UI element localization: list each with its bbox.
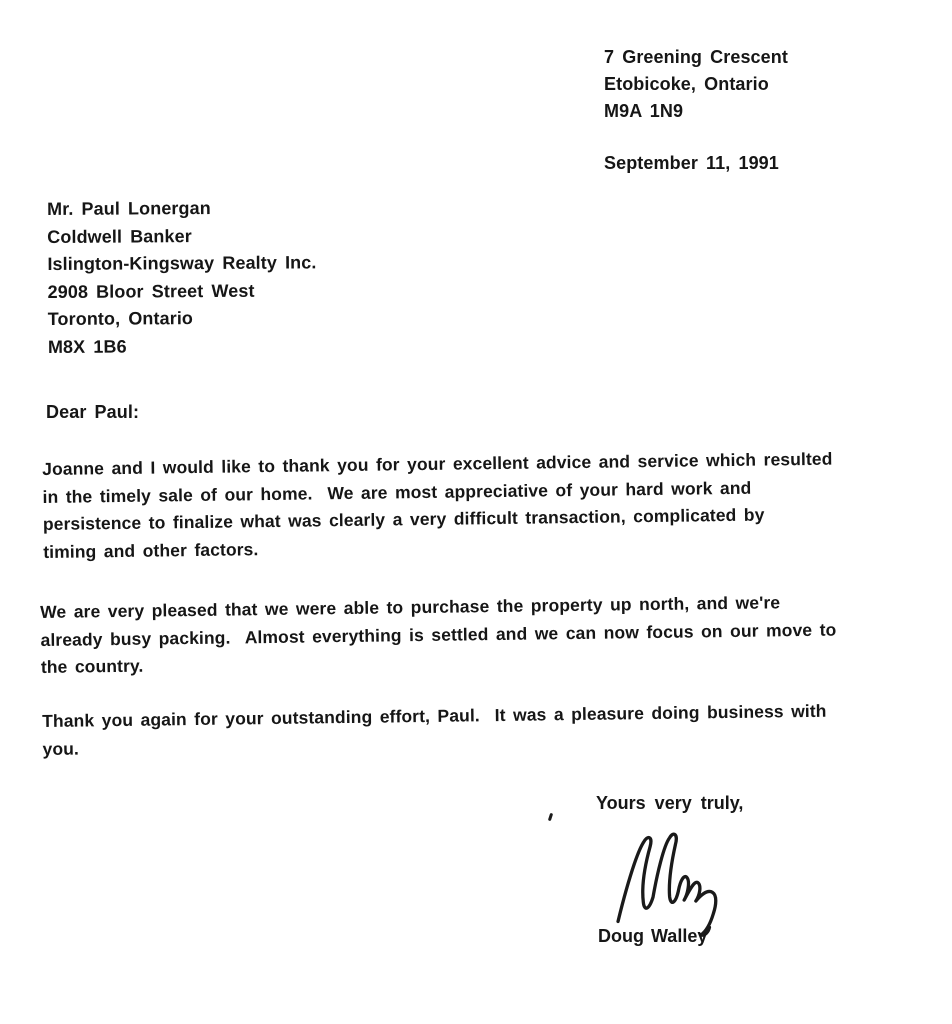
signature-name-text: Doug Walley	[598, 926, 708, 946]
recipient-line: 2908 Bloor Street West	[47, 280, 255, 302]
recipient-line: Toronto, Ontario	[47, 308, 194, 329]
sender-address-line: 7 Greening Crescent	[604, 47, 788, 67]
body-line: you.	[42, 738, 80, 759]
recipient-line: Mr. Paul Lonergan	[47, 197, 211, 219]
sender-address-line: Etobicoke, Ontario	[604, 74, 769, 94]
recipient-line: Islington-Kingsway Realty Inc.	[47, 252, 317, 274]
handwritten-signature-icon	[611, 831, 733, 938]
body-line: Joanne and I would like to thank you for your excellent advice and service which resulted	[42, 448, 833, 479]
body-paragraph-3	[42, 698, 827, 763]
letter-date	[604, 150, 779, 177]
body-line: persistence to finalize what was clearly a very difficult transaction, complicated by	[42, 504, 765, 535]
recipient-line: M8X 1B6	[47, 336, 127, 357]
recipient-line: Coldwell Banker	[47, 225, 192, 247]
signature-name	[598, 926, 707, 947]
valediction	[596, 793, 743, 814]
valediction-text: Yours very truly,	[596, 793, 744, 813]
sender-address-block	[604, 44, 788, 125]
salutation	[46, 402, 139, 423]
body-line: the country.	[40, 655, 144, 678]
body-paragraph-2	[40, 589, 837, 682]
body-line: timing and other factors.	[43, 538, 259, 562]
salutation-text: Dear Paul:	[46, 402, 140, 422]
date-text: September 11, 1991	[604, 153, 779, 173]
sender-address-line: M9A 1N9	[604, 101, 684, 121]
body-line: in the timely sale of our home. We are most appreciative of your hard work and	[42, 477, 752, 507]
body-line: Thank you again for your outstanding effort, Paul. It was a pleasure doing business with	[42, 700, 827, 731]
scan-speck	[548, 813, 553, 822]
body-line: already busy packing. Almost everything is settled and we can now focus on our move to	[40, 619, 837, 650]
recipient-address-block	[47, 194, 317, 361]
body-line: We are very pleased that we were able to purchase the property up north, and we're	[40, 592, 781, 622]
body-paragraph-1	[42, 446, 834, 567]
